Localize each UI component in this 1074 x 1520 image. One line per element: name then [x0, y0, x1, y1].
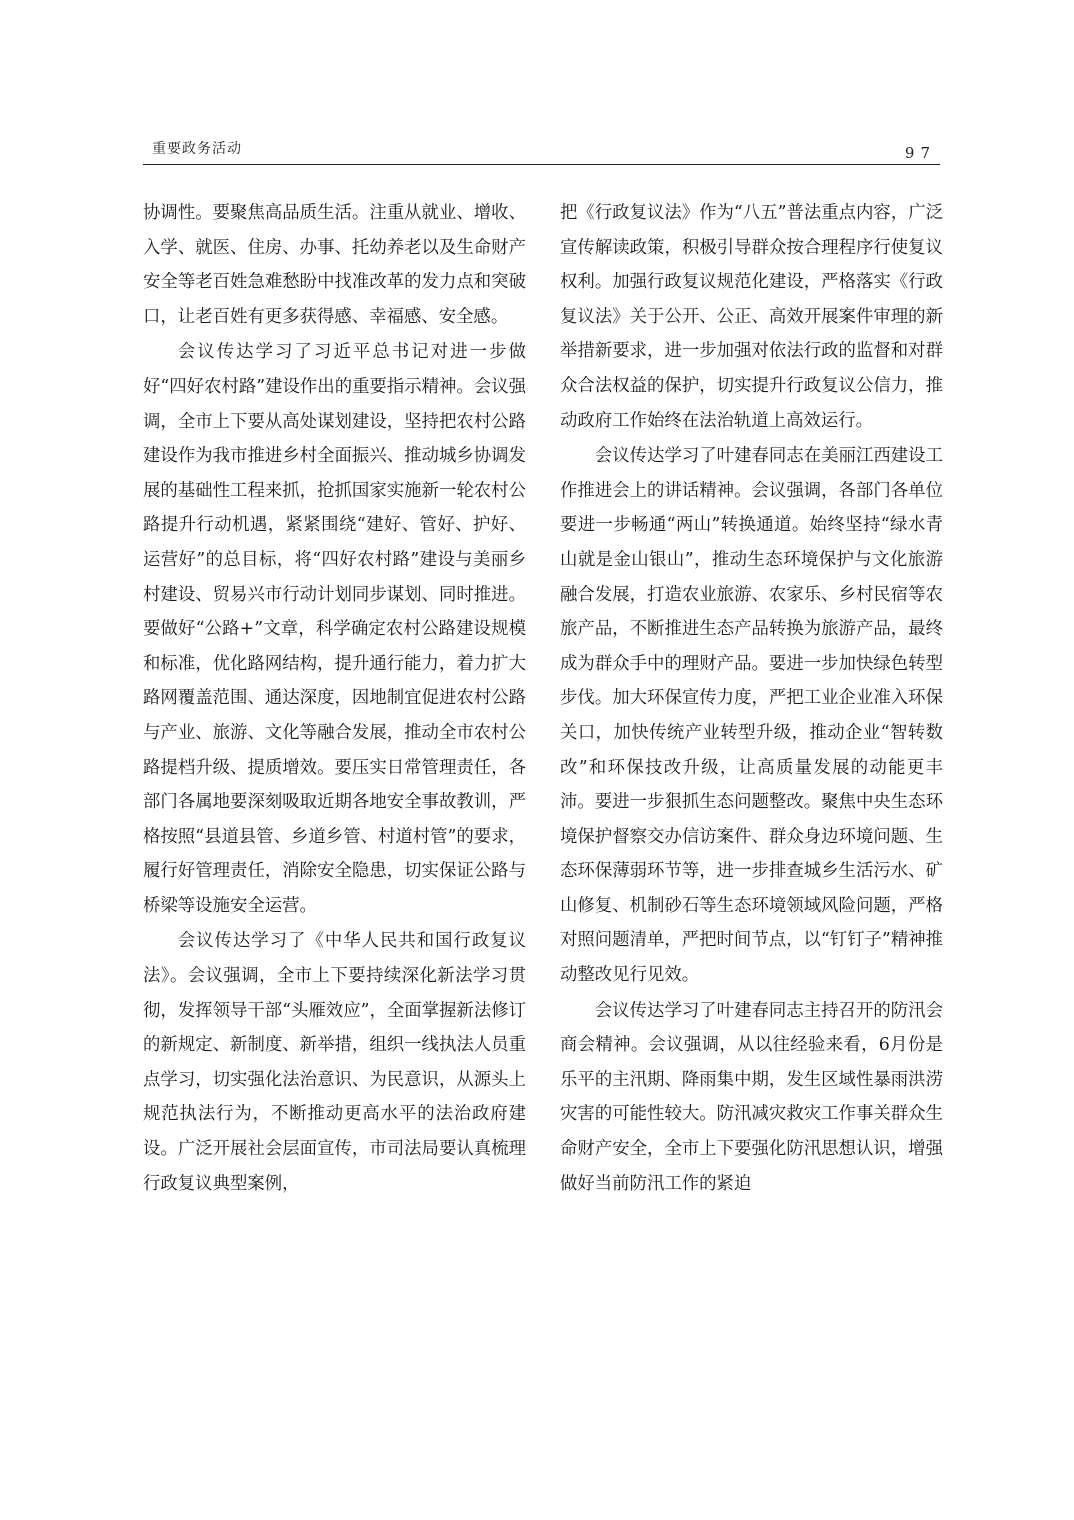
left-column: [143, 196, 526, 1202]
paragraph-continued: 协调性。要聚焦高品质生活。注重从就业、增收、入学、就医、住房、办事、托幼养老以及生命财产安全等老百姓急难愁盼中找准改革的发力点和突破口，让老百姓有更多获得感、幸福感、安全感。: [143, 203, 526, 327]
paragraph-rural-roads: 会议传达学习了习近平总书记对进一步做好“四好农村路”建设作出的重要指示精神。会议强调，全市上下要从高处谋划建设，坚持把农村公路建设作为我市推进乡村全面振兴、推动城乡协调发展的基础性工程来抓，抢抓国家实施新一轮农村公路提升行动机遇，紧紧围绕“建好、管好、护好、运营好”的总目标，将“四好农村路”建设与美丽乡村建设、贸易兴市行动计划同步谋划、同时推进。要做好“公路+”文章，科学确定农村公路建设规模和标准，优化路网结构，提升通行能力，着力扩大路网覆盖范围、通达深度，因地制宜促进农村公路与产业、旅游、文化等融合发展，推动全市农村公路提档升级、提质增效。要压实日常管理责任，各部门各属地要深刻吸取近期各地安全事故教训，严格按照“县道县管、乡道乡管、村道村管”的要求，履行好管理责任，消除安全隐患，切实保证公路与桥梁等设施安全运营。: [143, 342, 526, 916]
paragraph-beautiful-jiangxi: 会议传达学习了叶建春同志在美丽江西建设工作推进会上的讲话精神。会议强调，各部门各单位要进一步畅通“两山”转换通道。始终坚持“绿水青山就是金山银山”，推动生态环境保护与文化旅游融合发展，打造农业旅游、农家乐、乡村民宿等农旅产品，不断推进生态产品转换为旅游产品，最终成为群众手中的理财产品。要进一步加快绿色转型步伐。加大环保宣传力度，严把工业企业准入环保关口，加快传统产业转型升级，推动企业“智转数改”和环保技改升级，让高质量发展的动能更丰沛。要进一步狠抓生态问题整改。聚焦中央生态环境保护督察交办信访案件、群众身边环境问题、生态环保薄弱环节等，进一步排查城乡生活污水、矿山修复、机制砂石等生态环境领域风险问题，严格对照问题清单，严把时间节点，以“钉钉子”精神推动整改见行见效。: [560, 446, 943, 986]
page-number: 97: [904, 144, 936, 162]
paragraph-flood-control: 会议传达学习了叶建春同志主持召开的防汛会商会精神。会议强调，从以往经验来看，6月份是乐平的主汛期、降雨集中期，发生区域性暴雨洪涝灾害的可能性较大。防汛减灾救灾工作事关群众生命财产安全，全市上下要强化防汛思想认识，增强做好当前防汛工作的紧迫: [560, 1000, 943, 1194]
section-title: 重要政务活动: [152, 141, 242, 157]
running-header: [143, 136, 940, 165]
paragraph-continued-review-law: 把《行政复议法》作为“八五”普法重点内容，广泛宣传解读政策，积极引导群众按合理程序行使复议权利。加强行政复议规范化建设，严格落实《行政复议法》关于公开、公正、高效开展案件审理的新举措新要求，进一步加强对依法行政的监督和对群众合法权益的保护，切实提升行政复议公信力，推动政府工作始终在法治轨道上高效运行。: [560, 203, 943, 431]
right-column: [560, 196, 943, 1202]
paragraph-administrative-review-law: 会议传达学习了《中华人民共和国行政复议法》。会议强调，全市上下要持续深化新法学习贯彻，发挥领导干部“头雁效应”，全面掌握新法修订的新规定、新制度、新举措，组织一线执法人员重点学习，切实强化法治意识、为民意识，从源头上规范执法行为，不断推动更高水平的法治政府建设。广泛开展社会层面宣传，市司法局要认真梳理行政复议典型案例，: [143, 931, 526, 1194]
